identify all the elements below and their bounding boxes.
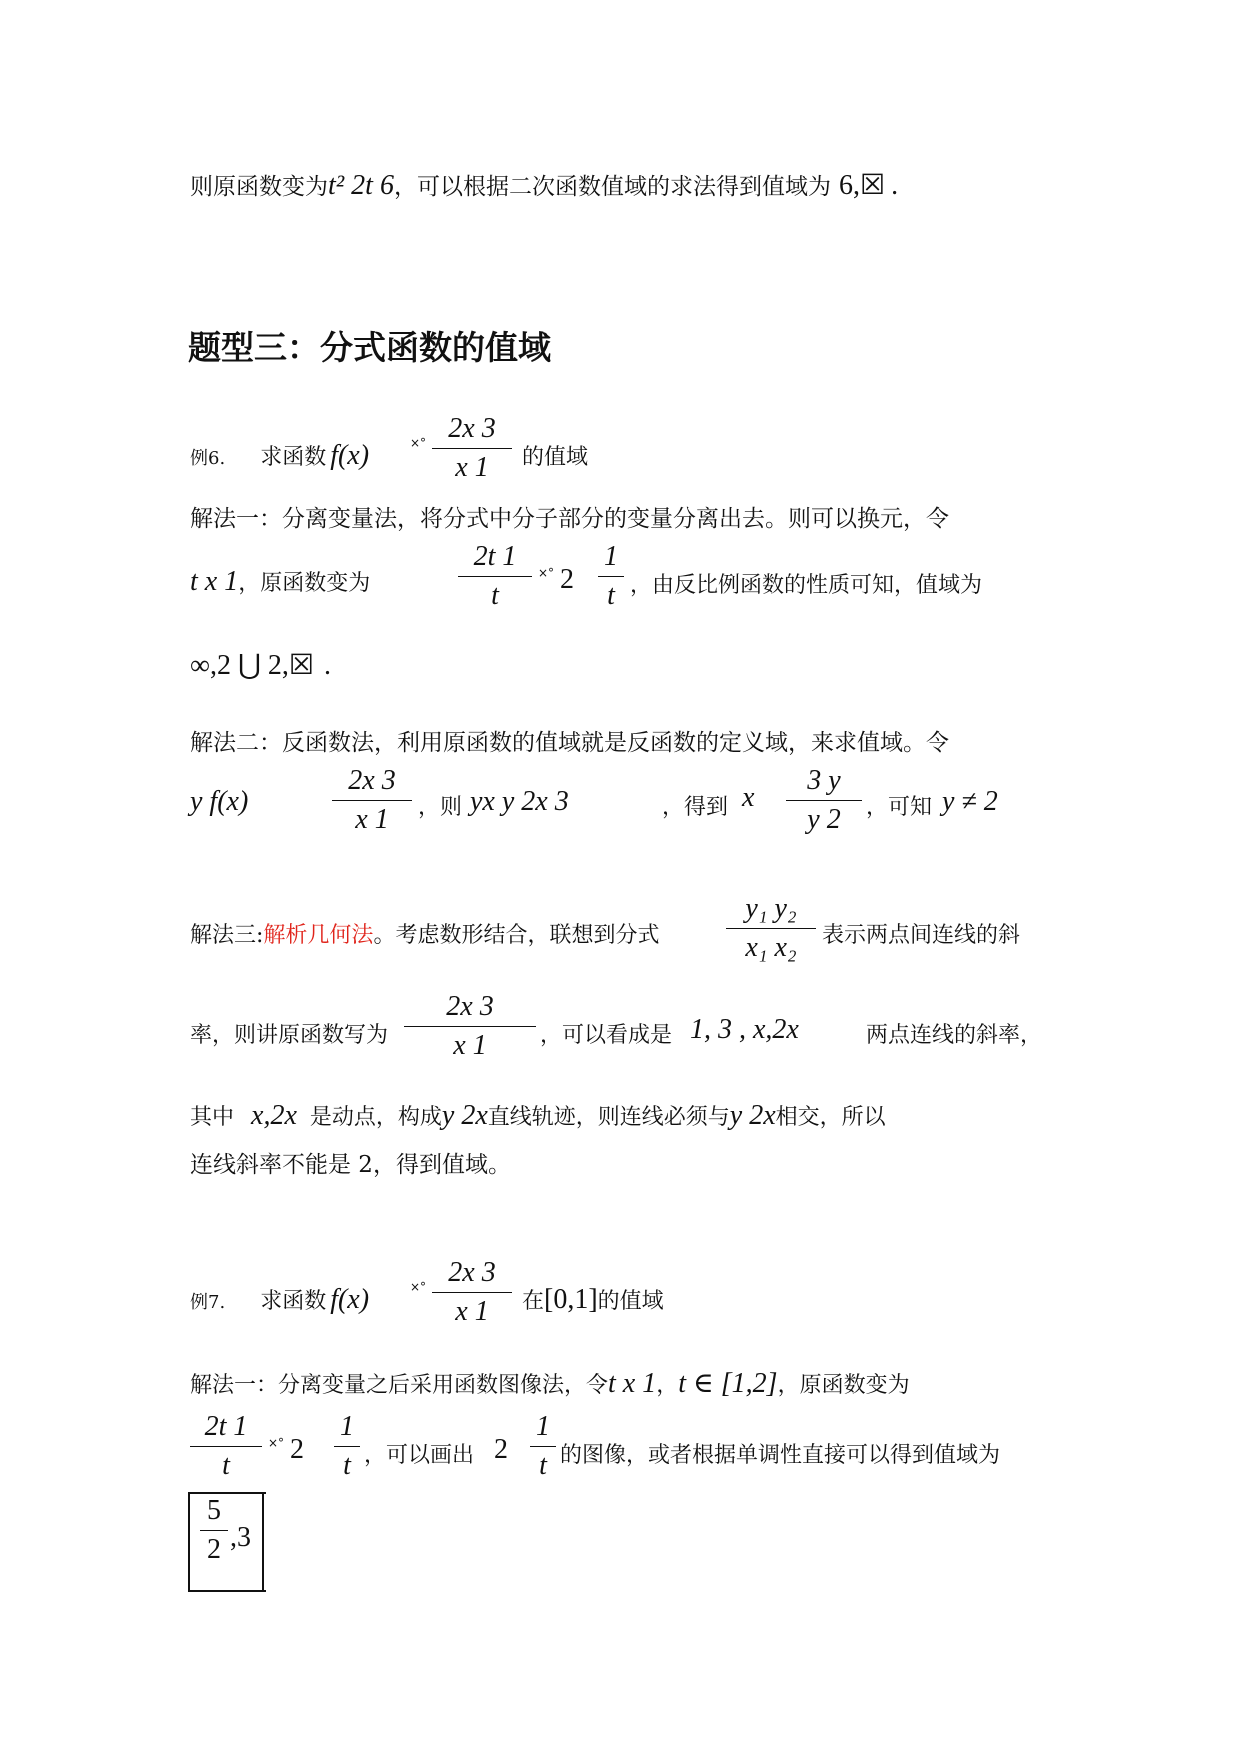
function-name: f(x) <box>330 440 370 471</box>
in-text: 在 <box>522 1289 545 1314</box>
example-7 <box>190 1284 369 1316</box>
numerator: 2x 3 <box>448 1257 496 1288</box>
numerator: 1 <box>536 1411 550 1442</box>
equals-glyph: ×° <box>268 1436 285 1450</box>
fraction-bar <box>432 1292 512 1293</box>
solution-3-line-4: 连线斜率不能是 2，得到值域。 <box>190 1152 511 1178</box>
numerator: 2t 1 <box>473 541 517 572</box>
example-6-label: 例6. <box>190 448 226 469</box>
constant-two: 2 <box>290 1434 304 1465</box>
denominator: x₁ x₂ <box>745 932 797 963</box>
fraction-bar <box>786 800 862 801</box>
substitution: t x 1 <box>190 566 239 597</box>
range-fraction <box>200 1494 228 1567</box>
solution-3-line-1-tail: 表示两点间连线的斜 <box>822 923 1021 948</box>
denominator: t <box>539 1450 547 1481</box>
method-name: 解析几何法 <box>263 923 374 948</box>
fraction-bar <box>726 928 816 929</box>
text: ，原函数变为 <box>777 1373 910 1398</box>
numerator: 3 y <box>807 765 841 796</box>
equals-glyph: ×° <box>410 1280 427 1294</box>
solution-3-line-3 <box>190 1100 886 1132</box>
intro-text: 则原函数变为 <box>190 174 328 200</box>
fraction-bar <box>458 576 532 577</box>
solution-3-line-2b: ，可以看成是 <box>540 1023 673 1048</box>
t-interval: t ∈ [1,2] <box>678 1368 778 1399</box>
example-7-ask: 求函数 <box>260 1289 327 1314</box>
fraction-bar <box>598 576 624 577</box>
tail-text: 的值域 <box>597 1289 664 1314</box>
fraction-bar <box>200 1530 228 1531</box>
numerator: y₁ y₂ <box>745 893 797 924</box>
denominator: x 1 <box>355 804 389 835</box>
two-points: 1, 3 , x,2x <box>690 1014 799 1045</box>
solution-1-line-2 <box>190 566 370 598</box>
equals-glyph: ×° <box>410 436 427 450</box>
example-6-ask: 求函数 <box>260 445 327 470</box>
denominator: y 2 <box>807 804 841 835</box>
fraction-ex6 <box>432 412 512 485</box>
fraction-1-over-t <box>598 540 624 613</box>
numerator: 2x 3 <box>448 413 496 444</box>
range-value: ∞,2 ⋃ 2,☒ <box>190 650 315 681</box>
fraction-2t <box>458 540 532 613</box>
fraction-2t-ex7 <box>190 1410 262 1483</box>
fraction-bar <box>404 1026 536 1027</box>
period: . <box>324 650 332 681</box>
solution-4-line-2a: ，可以画出 <box>364 1443 475 1468</box>
text: 直线轨迹，则连线必须与 <box>487 1105 730 1130</box>
solution-4-line-1 <box>190 1366 910 1400</box>
get-text: ，得到 <box>662 795 729 820</box>
example-7-label: 例7. <box>190 1292 226 1313</box>
line-equation: y 2x <box>441 1100 488 1131</box>
denominator: t <box>491 580 499 611</box>
range-tail: ,3 <box>230 1522 251 1553</box>
line-equation-2: y 2x <box>729 1100 776 1131</box>
denominator: t <box>222 1450 230 1481</box>
solution-1-range <box>190 648 331 682</box>
numerator: 2x 3 <box>446 991 494 1022</box>
fraction-ex7 <box>432 1256 512 1329</box>
solution-3-line-2c: 两点连线的斜率， <box>866 1023 1043 1048</box>
fraction-bar <box>432 448 512 449</box>
equals-glyph: ×° <box>538 566 555 580</box>
denominator: x 1 <box>453 1030 487 1061</box>
equation-1: yx y 2x 3 <box>470 786 569 817</box>
x-var: x <box>742 782 755 813</box>
fraction-bar <box>530 1446 556 1447</box>
denominator: x 1 <box>455 452 489 483</box>
interval: [0,1] <box>544 1284 598 1315</box>
text: 相交，所以 <box>775 1105 886 1130</box>
solution-1-line-1: 解法一：分离变量法，将分式中分子部分的变量分离出去。则可以换元，令 <box>190 506 949 532</box>
numerator: 2x 3 <box>348 765 396 796</box>
y-equals-fx: y f(x) <box>190 786 249 817</box>
denominator: t <box>343 1450 351 1481</box>
substitution: t x 1 <box>608 1368 657 1399</box>
fraction-bar <box>334 1446 360 1447</box>
fraction-inverse <box>786 764 862 837</box>
comma: ， <box>656 1373 679 1398</box>
section-heading: 题型三：分式函数的值域 <box>188 328 551 367</box>
numerator: 1 <box>340 1411 354 1442</box>
example-6 <box>190 440 369 472</box>
range-value: 6,☒ <box>838 170 886 201</box>
solution-3-line-2: 率，则讲原函数写为 <box>190 1023 389 1048</box>
constant-two: 2 <box>560 564 574 595</box>
denominator: t <box>607 580 615 611</box>
denominator: x 1 <box>455 1296 489 1327</box>
fraction-bar <box>332 800 412 801</box>
fraction-bar <box>190 1446 262 1447</box>
fraction-s2 <box>332 764 412 837</box>
bracket-right <box>248 1492 264 1592</box>
solution-3-text: 。考虑数形结合，联想到分式 <box>373 923 660 948</box>
numerator: 1 <box>604 541 618 572</box>
text: 是动点，构成 <box>309 1105 442 1130</box>
example-6-tail: 的值域 <box>522 445 589 470</box>
example-7-tail <box>522 1284 664 1316</box>
text: 其中 <box>190 1105 235 1130</box>
graph-constant: 2 <box>494 1434 508 1465</box>
intro-line <box>190 168 1070 202</box>
moving-point: x,2x <box>251 1100 297 1131</box>
numerator: 5 <box>207 1495 221 1526</box>
period: . <box>891 170 899 201</box>
solution-2-line-1: 解法二：反函数法，利用原函数的值域就是反函数的定义域，来求值域。令 <box>190 730 949 756</box>
then-text: ，则 <box>418 795 463 820</box>
y-not-two: y ≠ 2 <box>942 786 998 817</box>
rewrite-fraction <box>404 990 536 1063</box>
fraction-1-over-t <box>334 1410 360 1483</box>
solution-4-line-2b: 的图像，或者根据单调性直接可以得到值域为 <box>560 1443 1001 1468</box>
solution-3-line-1 <box>190 918 659 949</box>
solution-1-mid: ，原函数变为 <box>238 571 371 596</box>
function-name: f(x) <box>330 1284 370 1315</box>
slope-fraction <box>726 892 816 965</box>
quadratic-expression: t² 2t 6 <box>328 170 394 201</box>
solution-1-tail: ，由反比例函数的性质可知，值域为 <box>630 573 983 598</box>
graph-fraction <box>530 1410 556 1483</box>
solution-3-lead: 解法三: <box>190 923 264 948</box>
intro-mid: ，可以根据二次函数值域的求法得到值域为 <box>393 174 831 200</box>
numerator: 2t 1 <box>204 1411 248 1442</box>
know-text: ，可知 <box>866 795 933 820</box>
denominator: 2 <box>207 1534 221 1565</box>
text: 解法一：分离变量之后采用函数图像法，令 <box>190 1373 609 1398</box>
